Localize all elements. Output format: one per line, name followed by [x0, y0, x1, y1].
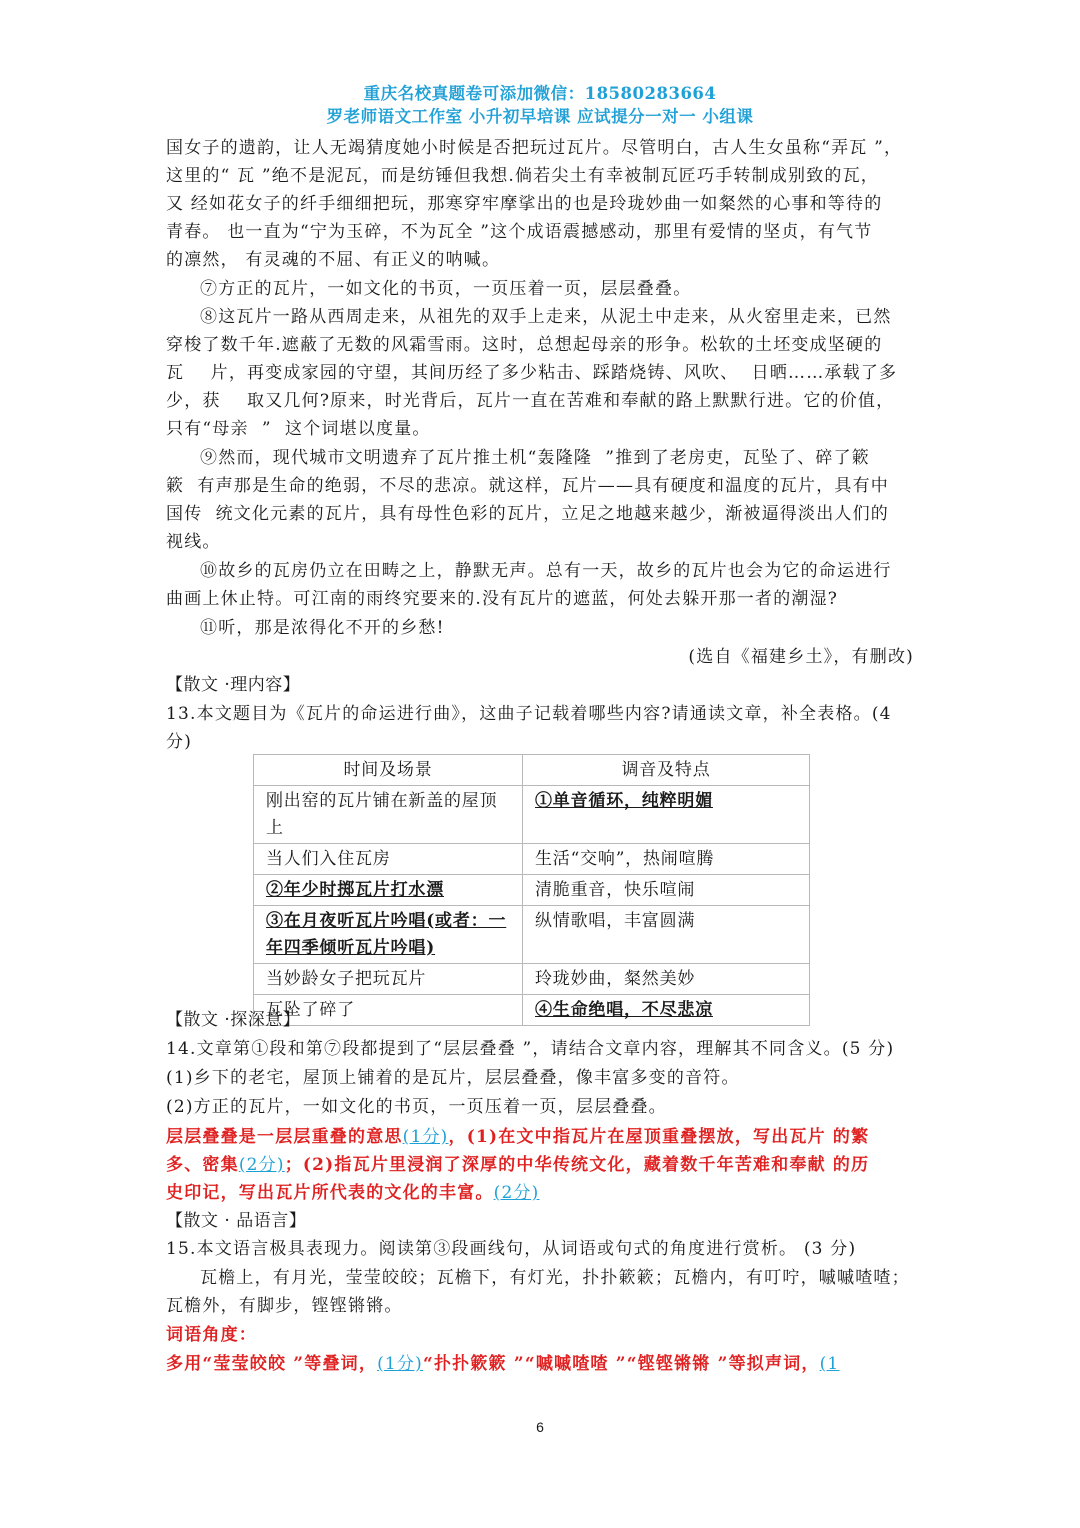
paragraph-10-line: 曲画上休止特。可江南的雨终究要来的.没有瓦片的遮蓝，何处去躲开那一者的潮湿?	[166, 589, 839, 609]
tone-feature-cell	[523, 964, 810, 995]
paragraph-8-line: 瓦 片，再变成家园的守望，其间历经了多少粘击、踩踏烧铸、风吹、 日晒……承载了多	[166, 363, 898, 383]
paragraph-10-line: ⑩故乡的瓦房仍立在田畴之上，静默无声。总有一天，故乡的瓦片也会为它的命运进行	[200, 561, 892, 581]
quoted-sentence: 瓦檐外，有脚步，铿铿锵锵。	[166, 1296, 403, 1316]
time-scene-cell	[254, 786, 523, 844]
header-studio-line: 罗老师语文工作室 小升初早培课 应试提分一对一 小组课	[326, 107, 754, 126]
time-scene-cell	[254, 964, 523, 995]
cell-text: 刚出窑的瓦片铺在新盖的屋顶上	[266, 791, 498, 838]
tone-feature-cell	[523, 786, 810, 844]
cell-text: 当妙龄女子把玩瓦片	[266, 969, 427, 989]
paragraph-9-line: 国传 统文化元素的瓦片，具有母性色彩的瓦片，立足之地越来越少，渐被逼得淡出人们的	[166, 504, 890, 524]
passage-line: 这里的“ 瓦 ”绝不是泥瓦，而是纺锤但我想.倘若尖土有幸被制瓦匠巧手转制成别致的瓦，	[166, 166, 879, 186]
answer-text: 多用“莹莹皎皎 ”等叠词，	[166, 1354, 378, 1374]
cell-text: ④生命绝唱，不尽悲凉	[535, 1000, 713, 1020]
cell-text: 当人们入住瓦房	[266, 849, 391, 869]
answer-text: 史印记，写出瓦片所代表的文化的丰富。	[166, 1183, 494, 1203]
question-15-stem: 15.本文语言极具表现力。阅读第③段画线句，从词语或句式的角度进行赏析。 (3 分)	[166, 1239, 857, 1259]
question-14-answer-line	[166, 1122, 869, 1147]
answer-text: 多、密集	[166, 1155, 239, 1175]
tone-feature-cell	[523, 906, 810, 964]
answer-text: ，(1)在文中指瓦片在屋顶重叠摆放，写出瓦片 的繁	[448, 1127, 870, 1147]
paragraph-8-line: 只有“母亲 ” 这个词堪以度量。	[166, 419, 431, 439]
time-scene-cell	[254, 906, 523, 964]
section-heading-content: 【散文 ·理内容】	[166, 675, 301, 695]
question-14-stem: 14.文章第①段和第⑦段都提到了“层层叠叠 ”，请结合文章内容，理解其不同含义。(5 分)	[166, 1039, 895, 1059]
cell-text: 生活“交响”，热闹喧腾	[535, 849, 715, 869]
table-header: 时间及场景	[254, 755, 523, 786]
table-header: 调音及特点	[523, 755, 810, 786]
header-contact-line: 重庆名校真题卷可添加微信：18580283664	[363, 84, 717, 103]
page-number: 6	[536, 1419, 544, 1435]
question-14-answer-line	[166, 1178, 540, 1203]
source-citation: (选自《福建乡土》，有删改)	[688, 647, 914, 667]
table-row	[254, 875, 810, 906]
cell-text: 玲珑妙曲，粲然美妙	[535, 969, 696, 989]
score-note: (2分)	[238, 1155, 285, 1175]
paragraph-8-line: ⑧这瓦片一路从西周走来，从祖先的双手上走来，从泥土中走来，从火窑里走来，已然	[200, 307, 892, 327]
question-14-answer-line	[166, 1150, 869, 1175]
tone-feature-cell	[523, 875, 810, 906]
cell-text: 纵情歌唱，丰富圆满	[535, 911, 696, 931]
question-14-item: (1)乡下的老宅，屋顶上铺着的是瓦片，层层叠叠，像丰富多变的音符。	[166, 1068, 740, 1088]
question-15-answer-line	[166, 1349, 839, 1374]
paragraph-8-line: 穿梭了数千年.遮蔽了无数的风霜雪雨。这时，总想起母亲的形争。松软的土坯变成坚硬的	[166, 335, 883, 355]
question-13-stem: 分)	[166, 732, 193, 752]
question-13-stem: 13.本文题目为《瓦片的命运进行曲》，这曲子记载着哪些内容?请通读文章，补全表格。(4	[166, 704, 892, 724]
paragraph-9-line: 视线。	[166, 532, 221, 552]
paragraph-9-line: ⑨然而，现代城市文明遗弃了瓦片推土机“轰隆隆 ”推到了老房吏，瓦坠了、碎了簌	[200, 448, 870, 468]
cell-text: ②年少时掷瓦片打水漂	[266, 880, 444, 900]
score-note: (1分)	[377, 1354, 423, 1374]
section-heading-meaning: 【散文 ·探深意】	[166, 1010, 301, 1030]
cell-text: ③在月夜听瓦片吟唱(或者：一年四季倾听瓦片吟唱)	[266, 911, 507, 958]
passage-line: 青春。 也一直为“宁为玉碎，不为瓦全 ”这个成语震撼感动，那里有爱情的坚贞，有气节	[166, 222, 873, 242]
score-note: (1	[819, 1354, 840, 1374]
table-row	[254, 906, 810, 964]
paragraph-7: ⑦方正的瓦片，一如文化的书页，一页压着一页，层层叠叠。	[200, 279, 692, 299]
table-row	[254, 844, 810, 875]
score-note: (1分)	[402, 1127, 449, 1147]
question-14-item: (2)方正的瓦片，一如文化的书页，一页压着一页，层层叠叠。	[166, 1097, 667, 1117]
passage-line: 又 经如花女子的纤手细细把玩，那寒穿牢摩挲出的也是玲珑妙曲一如粲然的心事和等待的	[166, 194, 883, 214]
tone-feature-cell	[523, 844, 810, 875]
answer-text: 层层叠叠是一层层重叠的意思	[166, 1127, 403, 1147]
passage-line: 国女子的遗韵，让人无竭猜度她小时候是否把玩过瓦片。尽管明白，古人生女虽称“弄瓦 ”，	[166, 138, 903, 158]
paragraph-9-line: 簌 有声那是生命的绝弱，不尽的悲凉。就这样，瓦片——具有硬度和温度的瓦片，具有中	[166, 476, 890, 496]
table-row	[254, 995, 810, 1026]
answer-angle-title: 词语角度：	[166, 1325, 257, 1345]
answer-text: ；(2)指瓦片里浸润了深厚的中华传统文化，藏着数千年苦难和奉献 的历	[284, 1155, 870, 1175]
quoted-sentence: 瓦檐上，有月光，莹莹皎皎；瓦檐下，有灯光，扑扑簌簌；瓦檐内，有叮咛，嘁嘁喳喳；	[200, 1268, 910, 1288]
time-scene-cell	[254, 875, 523, 906]
paragraph-11: ⑪听，那是浓得化不开的乡愁!	[200, 618, 445, 638]
table-row	[254, 964, 810, 995]
section-heading-language: 【散文 · 品语言】	[166, 1211, 307, 1231]
cell-text: 瓦坠了碎了	[266, 1000, 355, 1020]
passage-line: 的凛然， 有灵魂的不屈、有正义的呐喊。	[166, 250, 501, 270]
cell-text: 清脆重音，快乐喧闹	[535, 880, 696, 900]
time-scene-cell	[254, 844, 523, 875]
table-row	[254, 786, 810, 844]
tone-feature-cell	[523, 995, 810, 1026]
cell-text: ①单音循环，纯粹明媚	[535, 791, 713, 811]
score-note: (2分)	[493, 1183, 540, 1203]
answer-text: “扑扑簌簌 ”“嘁嘁喳喳 ”“铿铿锵锵 ”等拟声词，	[422, 1354, 820, 1374]
paragraph-8-line: 少，获 取又几何?原来，时光背后，瓦片一直在苦难和奉献的路上默默行进。它的价值，	[166, 391, 895, 411]
answer-table	[253, 754, 810, 1026]
